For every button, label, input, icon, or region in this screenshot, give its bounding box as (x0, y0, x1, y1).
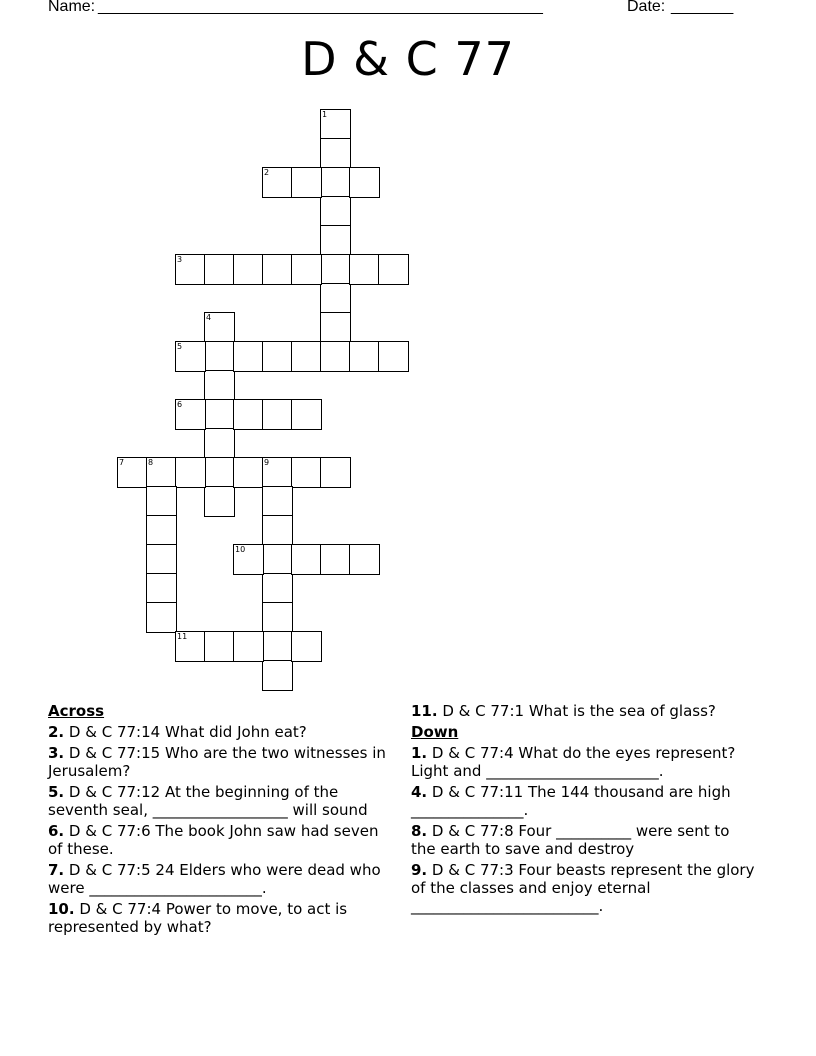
across-heading: Across (48, 702, 105, 720)
down-heading: Down (411, 723, 459, 741)
name-blank-line[interactable]: __________________________________________________ (98, 0, 543, 15)
grid-cell[interactable] (146, 486, 177, 517)
grid-cell[interactable] (349, 254, 380, 285)
date-label: Date: (627, 0, 666, 15)
clue-down-4: 4. D & C 77:11 The 144 thousand are high _______________. (411, 783, 731, 819)
grid-cell[interactable] (204, 399, 235, 430)
grid-cell[interactable] (320, 457, 351, 488)
clue-number: 6 (177, 400, 183, 409)
grid-cell[interactable] (320, 109, 351, 140)
clue-number: 1 (322, 110, 328, 119)
grid-cell[interactable] (262, 254, 293, 285)
date-blank-line[interactable]: _______ (671, 0, 734, 15)
grid-cell[interactable] (117, 457, 148, 488)
clue-across-2: 2. D & C 77:14 What did John eat? (48, 723, 307, 741)
grid-cell[interactable] (175, 341, 206, 372)
clue-across-6: 6. D & C 77:6 The book John saw had seven of these. (48, 822, 379, 858)
clue-number: 2 (264, 168, 270, 177)
clue-number: 7 (119, 458, 125, 467)
clue-number: 3 (177, 255, 183, 264)
clue-down-1: 1. D & C 77:4 What do the eyes represent? Light and _______________________. (411, 744, 736, 780)
grid-cell[interactable] (291, 254, 322, 285)
grid-cell[interactable] (291, 457, 322, 488)
clue-down-8: 8. D & C 77:8 Four __________ were sent to the earth to save and destroy (411, 822, 730, 858)
grid-cell[interactable] (378, 341, 409, 372)
grid-cell[interactable] (320, 196, 351, 227)
clue-across-10: 10. D & C 77:4 Power to move, to act is represented by what? (48, 900, 348, 936)
clue-number: 10 (235, 545, 246, 554)
grid-cell[interactable] (291, 544, 322, 575)
grid-cell[interactable] (262, 602, 293, 633)
clues-left-column (48, 702, 393, 939)
grid-cell[interactable] (320, 341, 351, 372)
grid-cell[interactable] (349, 341, 380, 372)
clue-across-5: 5. D & C 77:12 At the beginning of the seventh seal, __________________ will sound (48, 783, 368, 819)
page-title: D & C 77 (301, 32, 515, 86)
grid-cell[interactable] (262, 631, 293, 662)
grid-cell[interactable] (204, 312, 235, 343)
grid-cell[interactable] (262, 167, 293, 198)
grid-cell[interactable] (233, 631, 264, 662)
grid-cell[interactable] (291, 341, 322, 372)
grid-cell[interactable] (320, 225, 351, 256)
grid-cell[interactable] (233, 544, 264, 575)
grid-cell[interactable] (262, 573, 293, 604)
grid-cell[interactable] (204, 254, 235, 285)
clue-number: 8 (148, 458, 154, 467)
grid-cell[interactable] (146, 573, 177, 604)
grid-cell[interactable] (291, 399, 322, 430)
grid-cell[interactable] (175, 457, 206, 488)
clue-across-3: 3. D & C 77:15 Who are the two witnesses in Jerusalem? (48, 744, 386, 780)
clue-across-11: 11. D & C 77:1 What is the sea of glass? (411, 702, 716, 720)
grid-cell[interactable] (262, 457, 293, 488)
clue-down-9: 9. D & C 77:3 Four beasts represent the glory of the classes and enjoy eternal _________________________. (411, 861, 755, 915)
grid-cell[interactable] (320, 254, 351, 285)
clue-number: 9 (264, 458, 270, 467)
grid-cell[interactable] (262, 515, 293, 546)
grid-cell[interactable] (262, 341, 293, 372)
grid-cell[interactable] (291, 167, 322, 198)
grid-cell[interactable] (175, 399, 206, 430)
grid-cell[interactable] (146, 544, 177, 575)
grid-cell[interactable] (175, 631, 206, 662)
grid-cell[interactable] (233, 254, 264, 285)
grid-cell[interactable] (262, 544, 293, 575)
grid-cell[interactable] (320, 138, 351, 169)
grid-cell[interactable] (349, 544, 380, 575)
clue-number: 5 (177, 342, 183, 351)
grid-cell[interactable] (233, 341, 264, 372)
grid-cell[interactable] (262, 660, 293, 691)
clues-right-column (411, 702, 756, 918)
grid-cell[interactable] (262, 399, 293, 430)
grid-cell[interactable] (204, 341, 235, 372)
grid-cell[interactable] (204, 457, 235, 488)
grid-cell[interactable] (378, 254, 409, 285)
clue-number: 11 (177, 632, 188, 641)
grid-cell[interactable] (233, 457, 264, 488)
name-label: Name: (48, 0, 96, 15)
clue-across-7: 7. D & C 77:5 24 Elders who were dead who were _______________________. (48, 861, 381, 897)
grid-cell[interactable] (146, 457, 177, 488)
grid-cell[interactable] (320, 312, 351, 343)
grid-cell[interactable] (320, 544, 351, 575)
grid-cell[interactable] (146, 515, 177, 546)
grid-cell[interactable] (291, 631, 322, 662)
grid-cell[interactable] (204, 631, 235, 662)
grid-cell[interactable] (146, 602, 177, 633)
grid-cell[interactable] (204, 486, 235, 517)
grid-cell[interactable] (204, 428, 235, 459)
grid-cell[interactable] (320, 167, 351, 198)
grid-cell[interactable] (262, 486, 293, 517)
grid-cell[interactable] (349, 167, 380, 198)
clue-number: 4 (206, 313, 212, 322)
grid-cell[interactable] (175, 254, 206, 285)
grid-cell[interactable] (233, 399, 264, 430)
grid-cell[interactable] (320, 283, 351, 314)
grid-cell[interactable] (204, 370, 235, 401)
